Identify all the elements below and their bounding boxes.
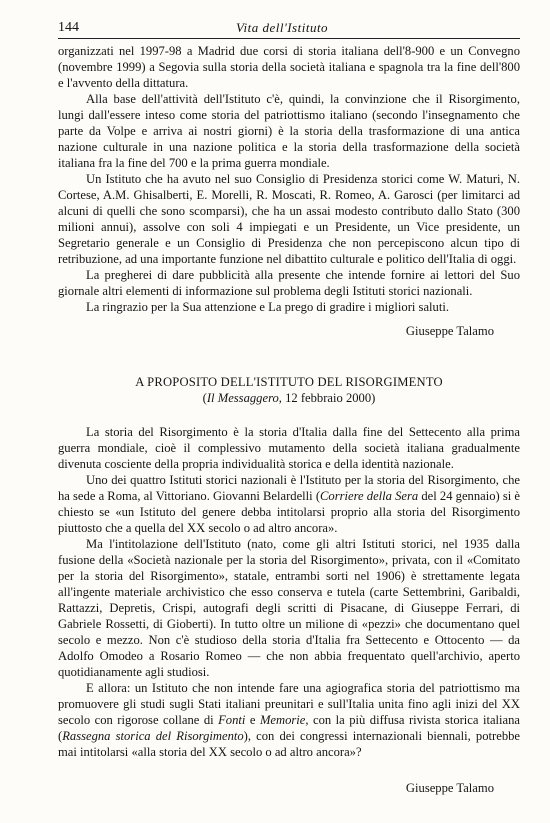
letter-paragraph: La ringrazio per la Sua attenzione e La prego di gradire i migliori saluti. xyxy=(86,300,449,314)
article-paragraph: Ma l'intitolazione dell'Istituto (nato, come gli altri Istituti storici, nel 1935 dalla fusione della «Società nazionale per la storia del Risorgimento», privata, con il «Comitato per la storia del Risorgimento», statale, entrambi sorti nel 1906) è strettamente legata all'ingente materiale archivistico che esso conserva e tutela (carte Settembrini, Garibaldi, Rattazzi, Depretis, Crispi, autografi degli scritti di Pisacane, di Giuseppe Ferrari, di Gabriele Rossetti, di Gioberti). In tutto oltre un milione di «pezzi» che documentano quel secolo e mezzo. Non c'è studioso della storia d'Italia fra Settecento e Ottocento — da Adolfo Omodeo a Rosario Romeo — che non abbia frequentato quell'archivio, aperto quotidianamente agli studiosi. xyxy=(58,537,520,679)
article-text: e xyxy=(245,713,260,727)
letter-signature: Giuseppe Talamo xyxy=(405,324,494,338)
article-text: E allora: un Istituto che non intende fare una agiografica storia del patriottismo ma promuovere gli studi sugli Stati italiani preunitari e sull'Italia unita fino agli inizi del XX secolo con rigorose collane di xyxy=(58,681,520,727)
article-paragraph xyxy=(58,680,520,760)
running-title: Vita dell'Istituto xyxy=(236,20,329,35)
article-text: ), con dei congressi internazionali biennali, potrebbe mai intitolarsi «alla storia del XX secolo o ad altro ancora»? xyxy=(58,729,520,759)
article-source: (Il Messaggero, 12 febbraio 2000) xyxy=(202,391,376,405)
source-date: , 12 febbraio 2000) xyxy=(278,391,376,405)
letter-paragraph: Alla base dell'attività dell'Istituto c'è, quindi, la convinzione che il Risorgimento, lungi dall'essere inteso come storia del patriottismo italiano (secondo l'insegnamento che parte da Volpe e arriva ai nostri giorni) è la storia della trasformazione di una antica nazione culturale in una nazione politica e la storia della trasformazione della società italiana fra la fine del 700 e la prima guerra mondiale. xyxy=(58,92,520,170)
letter-paragraph: Un Istituto che ha avuto nel suo Consiglio di Presidenza storici come W. Maturi, N. Cortese, A.M. Ghisalberti, E. Morelli, R. Moscati, R. Romeo, A. Garosci (per limitarci ad alcuni di quelli che sono scomparsi), che ha un assai modesto contributo dallo Stato (300 milioni annui), assolve con soli 4 impiegati e un Presidente, un Vice presidente, un Segretario generale e un Consiglio di Presidenza che non percepiscono alcun tipo di retribuzione, ad una importante funzione nel dibattito culturale e politico dell'Italia di oggi. xyxy=(58,172,520,266)
article-text: , con la più diffusa rivista storica italiana ( xyxy=(58,713,521,743)
cited-newspaper: Corriere della Sera xyxy=(320,489,419,503)
article-text: Uno dei quattro Istituti storici nazionali è l'Istituto per la storia del Risorgimento, che ha sede a Roma, al Vittoriano. Giovanni Belardelli ( xyxy=(58,473,520,503)
letter-body xyxy=(58,43,520,315)
article-paragraph xyxy=(58,472,520,536)
series-title: Fonti xyxy=(218,713,246,727)
article-text: del 24 gennaio) si è chiesto se «un Istituto del genere debba intitolarsi proprio alla storia del Risorgimento piuttosto che a quella del XX secolo o ad altro ancora». xyxy=(58,489,520,535)
journal-title: Rassegna storica del Risorgimento xyxy=(62,729,244,743)
article-paragraph: La storia del Risorgimento è la storia d'Italia dalla fine del Settecento alla prima guerra mondiale, cioè il complessivo mutamento della società italiana gradualmente divenuta cosciente della propria individualità storica e della identità nazionale. xyxy=(58,425,520,471)
page-header xyxy=(58,18,520,39)
source-newspaper: Il Messaggero xyxy=(206,391,279,405)
letter-paragraph: organizzati nel 1997-98 a Madrid due corsi di storia italiana dell'8-900 e un Convegno (novembre 1999) a Segovia sulla storia della società italiana e spagnola tra la fine dell'800 e l'avvento della dittatura. xyxy=(58,44,520,90)
article-signature: Giuseppe Talamo xyxy=(405,781,494,795)
series-title: Memorie xyxy=(259,713,306,727)
letter-paragraph: La pregherei di dare pubblicità alla presente che intende fornire ai lettori del Suo giornale altri elementi di informazione sul problema degli Istituti storici nazionali. xyxy=(58,268,520,298)
page-number: 144 xyxy=(58,20,79,35)
article-body xyxy=(58,424,520,760)
article-title: A PROPOSITO DELL'ISTITUTO DEL RISORGIMENTO xyxy=(135,375,443,389)
